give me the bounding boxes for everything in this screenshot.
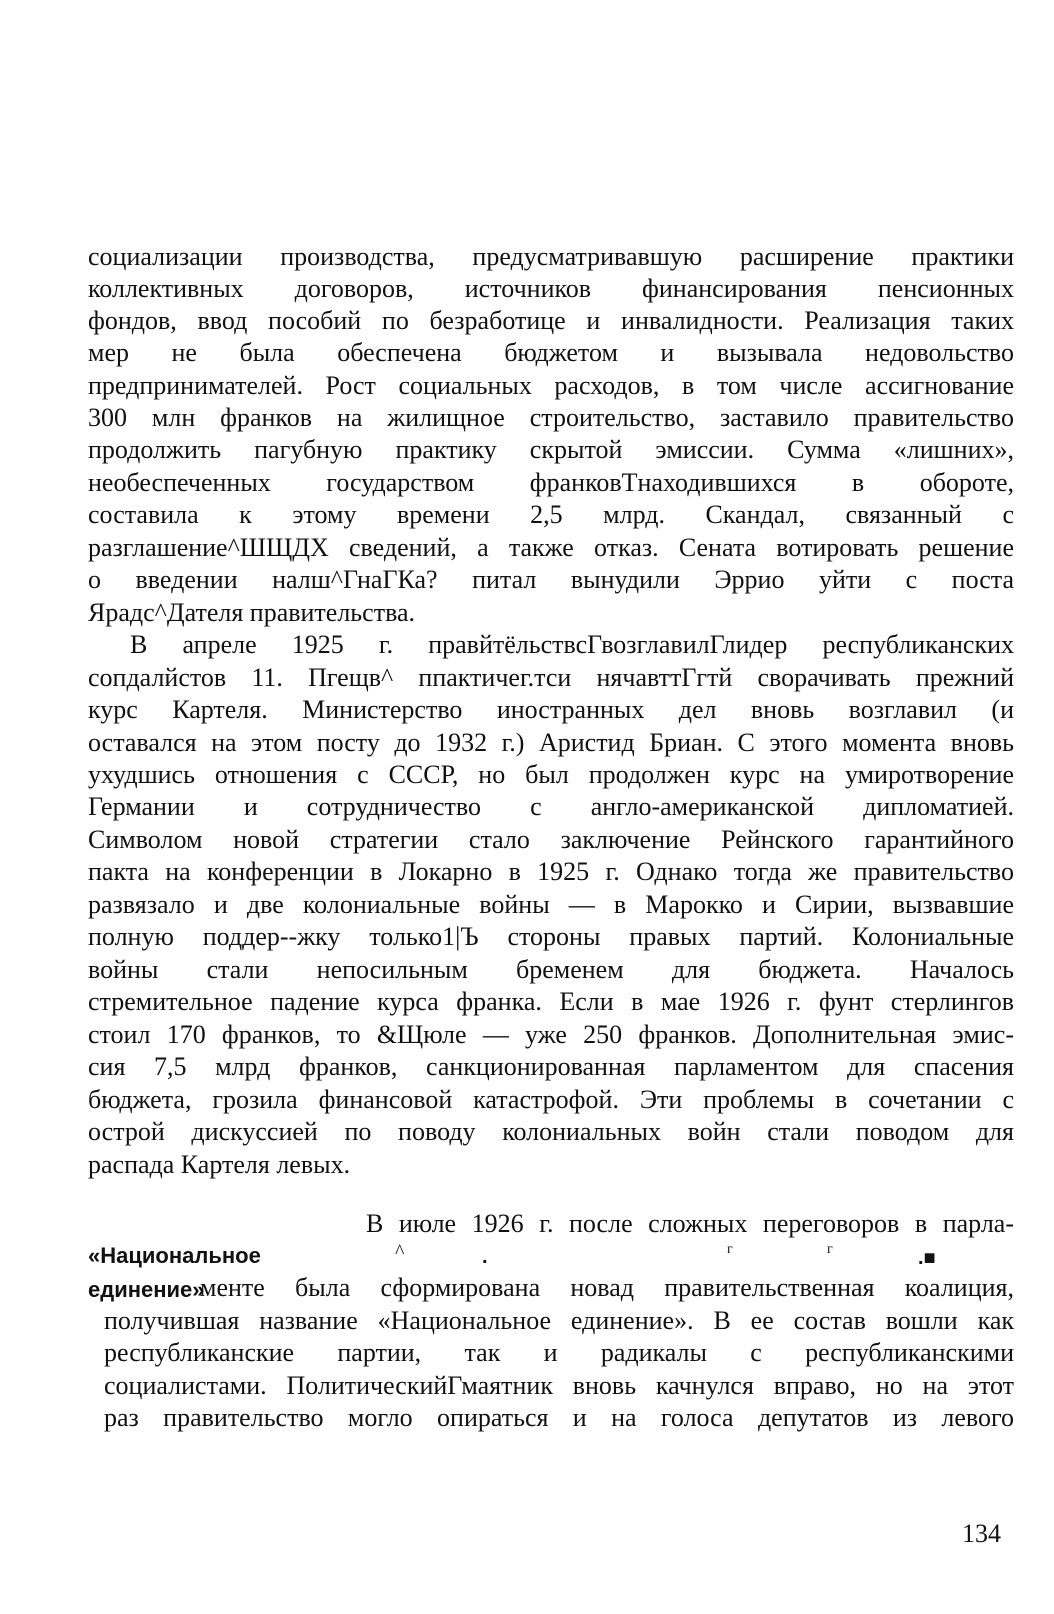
text-line: раз правительство могло опираться и на голоса депутатов из левого	[104, 1403, 1014, 1432]
text-line: курс Картеля. Министерство иностранных дел вновь возглавил (и	[88, 695, 1014, 724]
text-line: бюджета, грозила финансовой катастрофой. Эти проблемы в сочетании с	[88, 1085, 1014, 1114]
text-line: о введении налш^ГнаГКа? питал вынудили Эррио уйти с поста	[88, 565, 1014, 594]
text-line: социализации производства, предусматривавшую расширение практики	[88, 242, 1014, 271]
text-line: сопдалйстов 11. Пгещв^ ппактичег.тси нячавттГгтй сворачивать прежний	[88, 663, 1014, 692]
text-line: ухудшись отношения с СССР, но был продолжен курс на умиротворение	[88, 760, 1014, 789]
scan-artifact: г	[827, 1242, 833, 1257]
scan-artifact: ^	[395, 1241, 405, 1263]
text-line: полную поддер--жку только1|Ъ стороны правых партий. Колониальные	[88, 922, 1014, 951]
text-line: острой дискуссией по поводу колониальных войн стали поводом для	[88, 1117, 1014, 1146]
text-line: стоил 170 франков, то &Щюле — уже 250 франков. Дополнительная эмис-	[88, 1020, 1014, 1049]
text-line: стремительное падение курса франка. Если в мае 1926 г. фунт стерлингов	[88, 987, 1014, 1016]
text-line: фондов, ввод пособий по безработице и инвалидности. Реализация таких	[88, 306, 1014, 335]
text-line: необеспеченных государством франковТнаходившихся в обороте,	[88, 468, 1014, 497]
text-line: оставался на этом посту до 1932 г.) Аристид Бриан. С этого момента вновь	[88, 728, 1014, 757]
text-line: Германии и сотрудничество с англо-американской дипломатией.	[88, 792, 1014, 821]
text-line: пакта на конференции в Локарно в 1925 г. Однако тогда же правительство	[88, 857, 1014, 886]
marginal-heading: «Национальное	[88, 1243, 261, 1268]
text-line: мер не была обеспечена бюджетом и вызывала недовольство	[88, 338, 1014, 367]
text-line: разглашение^ШЩДХ сведений, а также отказ. Сената вотировать решение	[88, 533, 1014, 562]
text-line: В июле 1926 г. после сложных переговоров в парла-	[366, 1209, 1014, 1238]
text-line: продолжить пагубную практику скрытой эмиссии. Сумма «лишних»,	[88, 435, 1014, 464]
text-line: менте была сформирована новад правительственная коалиция,	[200, 1273, 1014, 1302]
text-line: сия 7,5 млрд франков, санкционированная парламентом для спасения	[88, 1052, 1014, 1081]
text-line: распада Картеля левых.	[88, 1150, 351, 1179]
text-line: Символом новой стратегии стало заключение Рейнского гарантийного	[88, 825, 1014, 854]
text-line: получившая название «Национальное единение». В ее состав вошли как	[104, 1306, 1014, 1335]
scan-artifact: .■	[918, 1247, 936, 1269]
text-line: Ярадс^Дателя правительства.	[88, 598, 416, 627]
text-line: В апреле 1925 г. правйтёльствсГвозглавилГлидер республиканских	[130, 630, 1014, 659]
text-line: развязало и две колониальные войны — в Марокко и Сирии, вызвавшие	[88, 890, 1014, 919]
text-line: предпринимателей. Рост социальных расходов, в том числе ассигнование	[88, 371, 1014, 400]
page-number: 134	[962, 1519, 1001, 1548]
text-line: коллективных договоров, источников финансирования пенсионных	[88, 274, 1014, 303]
text-line: войны стали непосильным бременем для бюджета. Началось	[88, 955, 1014, 984]
scan-artifact: г	[727, 1242, 733, 1257]
scan-artifact: .	[482, 1246, 488, 1268]
text-line: республиканские партии, так и радикалы с республиканскими	[104, 1338, 1014, 1367]
text-line: социалистами. ПолитическийГмаятник вновь качнулся вправо, но на этот	[104, 1371, 1014, 1400]
marginal-heading: единение»	[88, 1277, 205, 1302]
text-line: 300 млн франков на жилищное строительство, заставило правительство	[88, 403, 1014, 432]
text-line: составила к этому времени 2,5 млрд. Скандал, связанный с	[88, 500, 1014, 529]
